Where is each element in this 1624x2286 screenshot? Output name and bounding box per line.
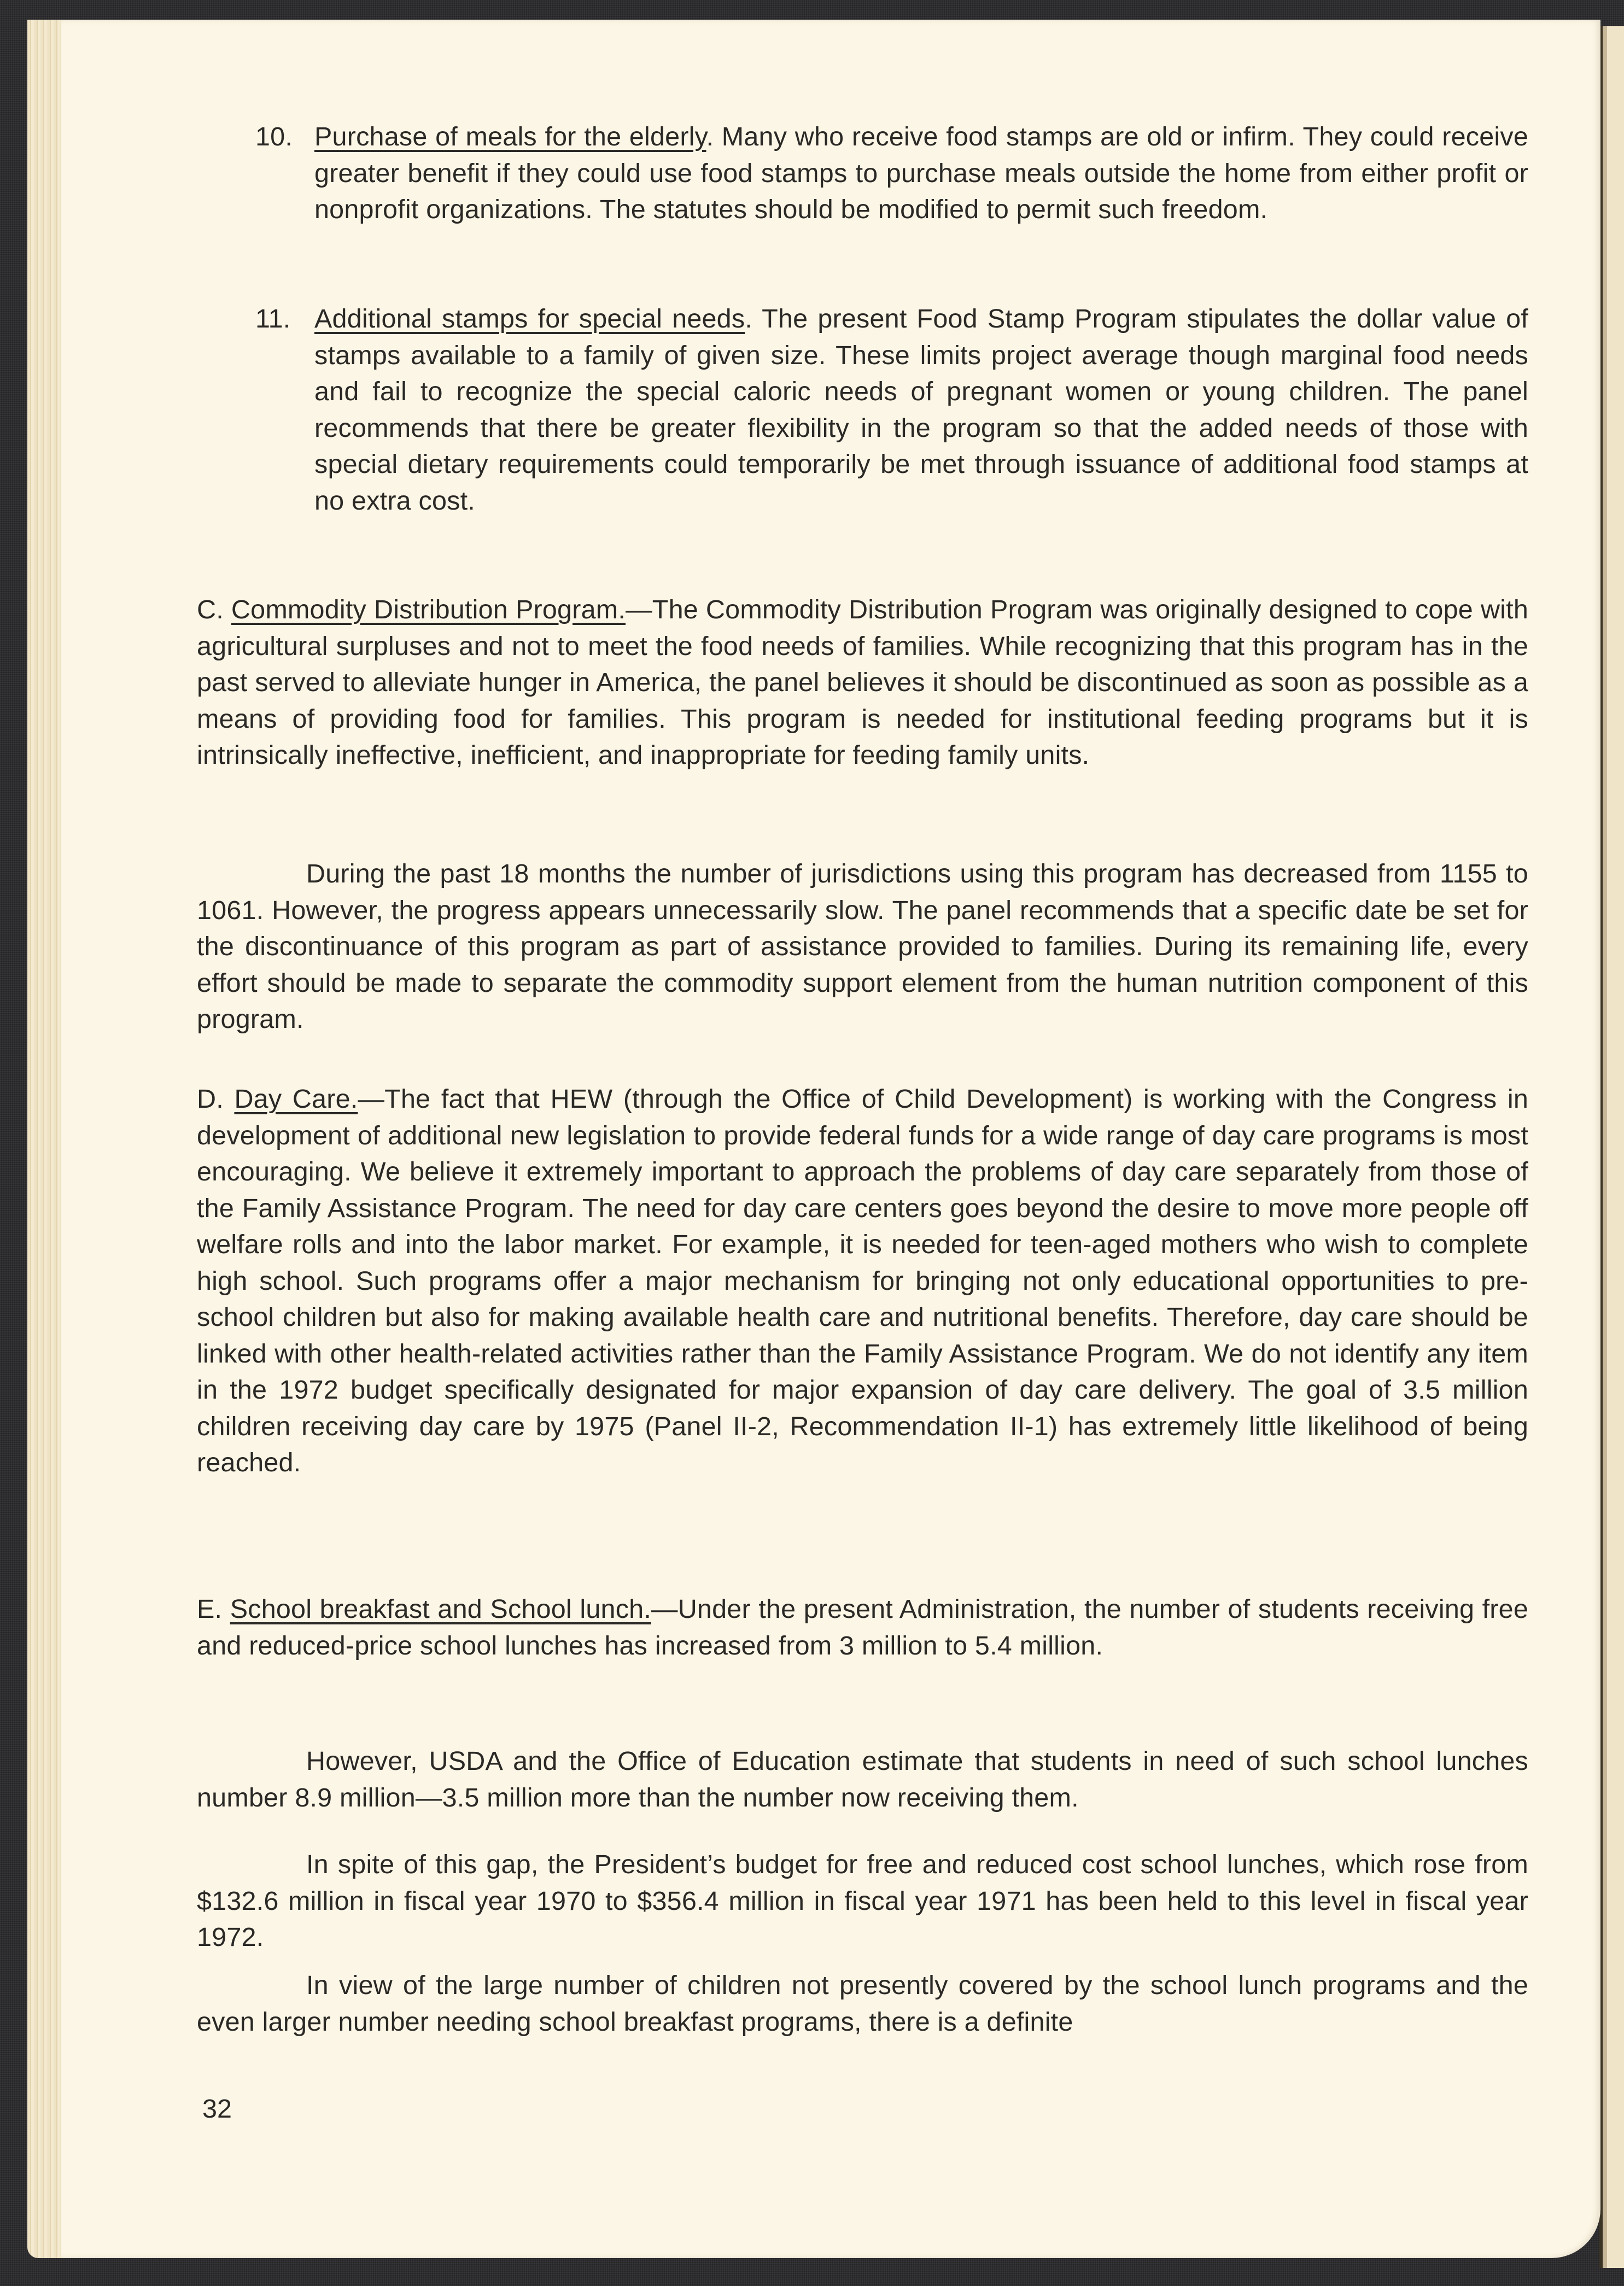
item-heading: Additional stamps for special needs: [314, 304, 745, 334]
item-number: 10.: [255, 122, 293, 151]
section-c-commodity-distribution: [197, 592, 1528, 774]
section-body: —Under the present Administration, the number of students receiving free and reduced-price school lunches has increased from 3 million to 5.4 million.: [197, 1594, 1528, 1661]
section-heading: Day Care.: [234, 1084, 358, 1114]
recommendation-item-11: 11. Additional stamps for special needs. The present Food Stamp Program stipulates the dollar value of stamps available to a family of given size. These limits project average though marginal food needs and fail to recognize the special caloric needs of pregnant women or young children. The panel recommends that there be greater flexibility in the program so that the added needs of those with special dietary requirements could temporarily be met through issuance of additional food stamps at no extra cost.: [314, 301, 1528, 519]
section-c-paragraph: During the past 18 months the number of jurisdictions using this program has decreased from 1155 to 1061. However, the progress appears unnecessarily slow. The panel recommends that a specific date be set for the discontinuance of this program as part of assistance provided to families. During its remaining life, every effort should be made to separate the commodity support element from the human nutrition component of this program.: [197, 859, 1528, 1034]
item-number: 11.: [255, 304, 291, 334]
section-body: —The fact that HEW (through the Office of Child Development) is working with the Congress in development of additional new legislation to provide federal funds for a wide range of day care programs is most encouraging. We believe it extremely important to approach the problems of day care separately from those of the Family Assistance Program. The need for day care centers goes beyond the desire to move more people off welfare rolls and into the labor market. For example, it is needed for teen-aged mothers who wish to complete high school. Such programs offer a major mechanism for bringing not only educational opportunities to pre-school children but also for making available health care and nutritional benefits. Therefore, day care should be linked with other health-related activities rather than the Family Assistance Program. We do not identify any item in the 1972 budget specifically designated for major expansion of day care delivery. The goal of 3.5 million children receiving day care by 1975 (Panel II-2, Recommendation II-1) has extremely little likelihood of being reached.: [197, 1084, 1528, 1477]
item-body: Many who receive food stamps are old or infirm. They could receive greater benefit if they could use food stamps to purchase meals outside the home from either profit or nonprofit organizations. The statutes should be modified to permit such freedom.: [314, 122, 1528, 224]
book-gutter: [1599, 26, 1624, 2268]
section-e-school-lunch: [197, 1591, 1528, 1664]
page-stack-edges: [27, 20, 66, 2258]
section-letter: D.: [197, 1084, 235, 1114]
section-e-paragraph-budget: In spite of this gap, the President’s budget for free and reduced cost school lunches, which rose from $132.6 million in fiscal year 1970 to $356.4 million in fiscal year 1971 has been held to this level in fiscal year 1972.: [197, 1850, 1528, 1952]
item-heading: Purchase of meals for the elderly: [314, 122, 706, 151]
section-heading: Commodity Distribution Program.: [231, 595, 626, 624]
section-letter: E.: [197, 1594, 230, 1624]
page-number: 32: [202, 2094, 232, 2124]
item-body: The present Food Stamp Program stipulates the dollar value of stamps available to a family of given size. These limits project average though marginal food needs and fail to recognize the special caloric needs of pregnant women or young children. The panel recommends that there be greater flexibility in the program so that the added needs of those with special dietary requirements could temporarily be met through issuance of additional food stamps at no extra cost.: [314, 304, 1529, 516]
section-e-paragraph-conclusion: In view of the large number of children not presently covered by the school lunch programs and the even larger number needing school breakfast programs, there is a definite: [197, 1971, 1528, 2037]
section-e-paragraph-estimate: However, USDA and the Office of Education estimate that students in need of such school lunches number 8.9 million—3.5 million more than the number now receiving them.: [197, 1746, 1528, 1813]
section-letter: C.: [197, 595, 231, 624]
section-body: —The Commodity Distribution Program was originally designed to cope with agricultural surpluses and not to meet the food needs of families. While recognizing that this program has in the past served to alleviate hunger in America, the panel believes it should be discontinued as soon as possible as a means of providing food for families. This program is needed for institutional feeding programs but it is intrinsically ineffective, inefficient, and inappropriate for feeding family units.: [197, 595, 1529, 770]
recommendation-item-10: 10. Purchase of meals for the elderly. Many who receive food stamps are old or infirm. They could receive greater benefit if they could use food stamps to purchase meals outside the home from either profit or nonprofit organizations. The statutes should be modified to permit such freedom.: [314, 119, 1528, 228]
section-d-day-care: [197, 1081, 1528, 1481]
section-heading: School breakfast and School lunch.: [230, 1594, 651, 1624]
